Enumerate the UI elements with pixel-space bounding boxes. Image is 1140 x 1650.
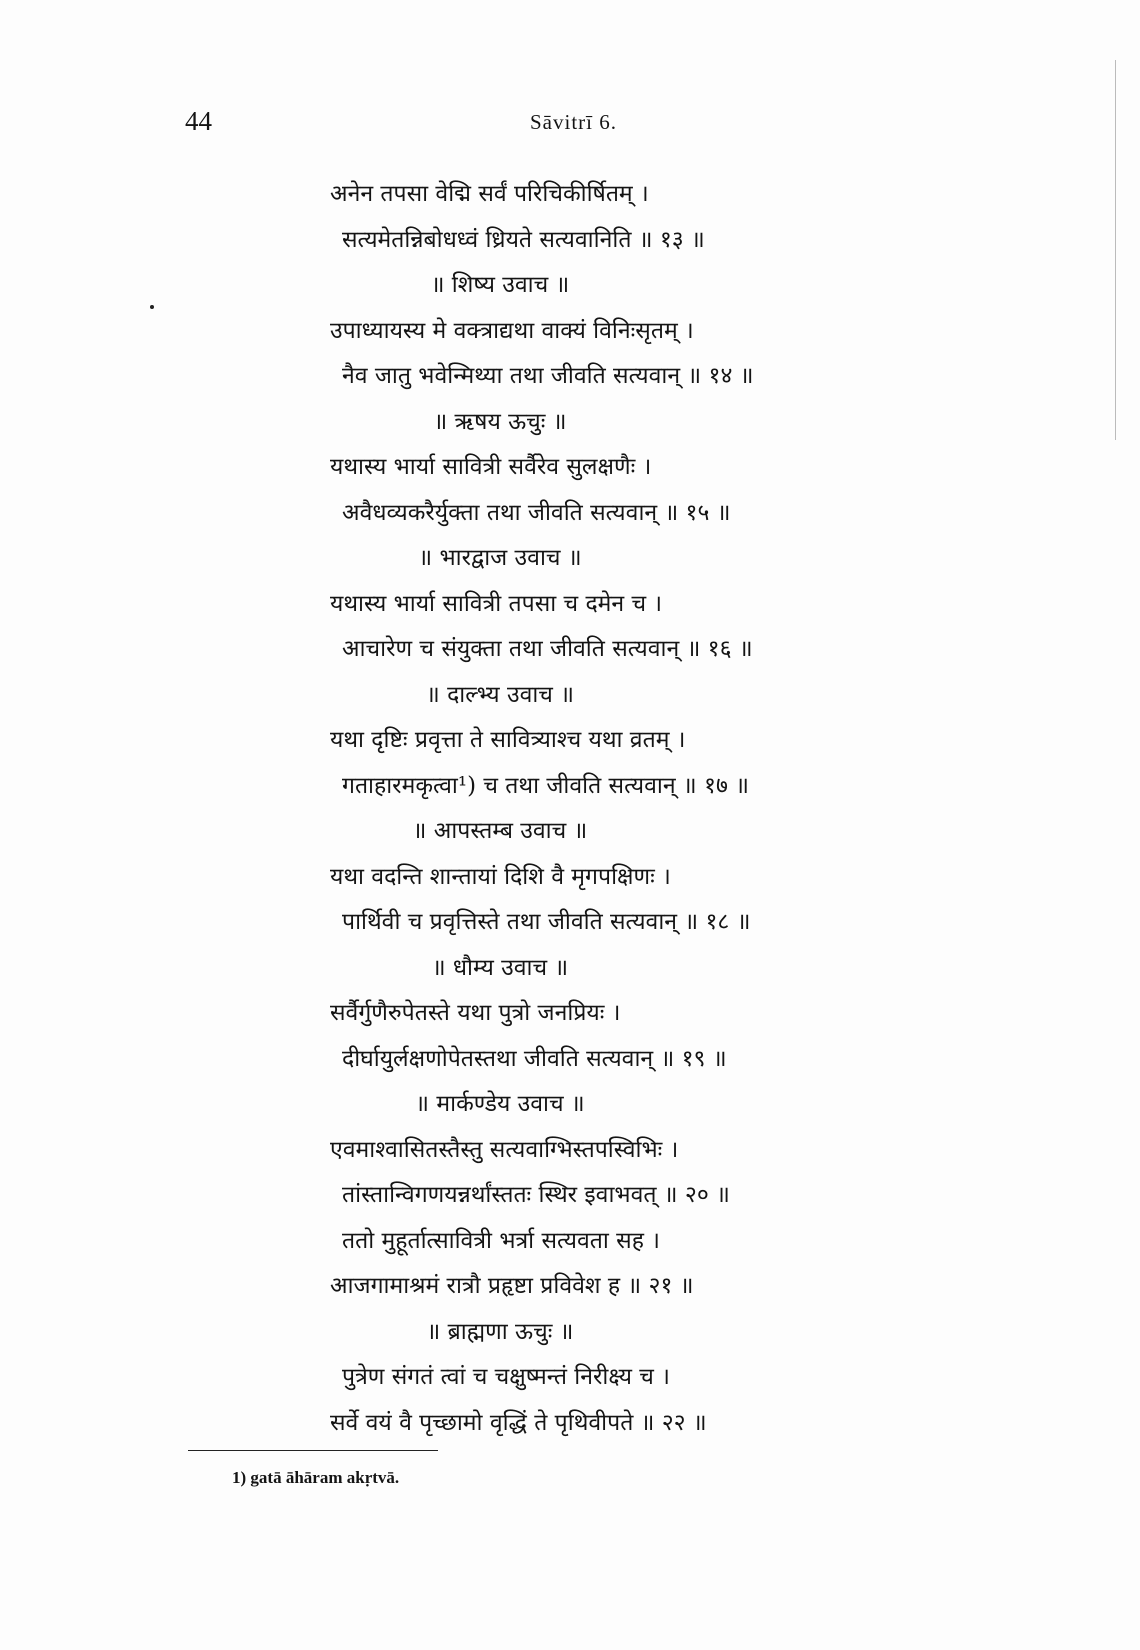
verse-line: अनेन तपसा वेद्मि सर्वं परिचिकीर्षितम् । (330, 181, 649, 207)
speaker-heading: ॥ दाल्भ्य उवाच ॥ (425, 681, 575, 708)
speaker-heading: ॥ भारद्वाज उवाच ॥ (418, 545, 582, 571)
verse-line: सर्वैर्गुणैरुपेतस्ते यथा पुत्रो जनप्रियः । (330, 1000, 621, 1026)
verse-line: गताहारमकृत्वा¹) च तथा जीवति सत्यवान् ॥ १७ ॥ (342, 772, 750, 799)
verse-line: यथास्य भार्या सावित्री तपसा च दमेन च । (330, 590, 663, 617)
speaker-heading: ॥ ऋषय ऊचुः ॥ (433, 408, 567, 435)
verse-line: सर्वे वयं वै पृच्छामो वृद्धिं ते पृथिवीपते ॥ २२ ॥ (330, 1409, 707, 1436)
verse-line: यथा दृष्टिः प्रवृत्ता ते सावित्र्याश्च यथा व्रतम् । (330, 727, 686, 753)
speaker-heading: ॥ आपस्तम्ब उवाच ॥ (412, 818, 588, 844)
verse-line: पार्थिवी च प्रवृत्तिस्ते तथा जीवति सत्यवान् ॥ १८ ॥ (342, 909, 751, 935)
verse-line: आचारेण च संयुक्ता तथा जीवति सत्यवान् ॥ १६ ॥ (342, 636, 753, 662)
speaker-heading: ॥ मार्कण्डेय उवाच ॥ (415, 1091, 585, 1117)
verse-line: आजगामाश्रमं रात्रौ प्रहृष्टा प्रविवेश ह ॥ २१ ॥ (330, 1273, 694, 1299)
verse-line: उपाध्यायस्य मे वक्त्राद्यथा वाक्यं विनिःसृतम् । (330, 317, 694, 344)
verse-line: यथा वदन्ति शान्तायां दिशि वै मृगपक्षिणः । (330, 863, 671, 890)
running-title: Sāvitrī 6. (530, 110, 617, 134)
verse-line: सत्यमेतन्निबोधध्वं ध्रियते सत्यवानिति ॥ १३ ॥ (342, 226, 705, 253)
sanskrit-text-block (330, 172, 850, 1446)
footnote: 1) gatā āhāram akṛtvā. (232, 1468, 400, 1487)
verse-line: दीर्घायुर्लक्षणोपेतस्तथा जीवति सत्यवान् ॥ १९ ॥ (342, 1045, 727, 1072)
verse-line: यथास्य भार्या सावित्री सर्वैरेव सुलक्षणैः । (330, 454, 652, 480)
footnote-rule (188, 1450, 438, 1451)
verse-line: एवमाश्वासितस्तैस्तु सत्यवाग्भिस्तपस्विभिः । (330, 1136, 679, 1163)
speaker-heading: ॥ धौम्य उवाच ॥ (431, 954, 569, 981)
page-number: 44 (185, 106, 212, 136)
verse-line: पुत्रेण संगतं त्वां च चक्षुष्मन्तं निरीक्ष्य च । (342, 1364, 670, 1390)
speaker-heading: ॥ ब्राह्मणा ऊचुः ॥ (426, 1318, 574, 1345)
verse-line: अवैधव्यकरैर्युक्ता तथा जीवति सत्यवान् ॥ १५ ॥ (342, 499, 731, 526)
verse-line: नैव जातु भवेन्मिथ्या तथा जीवति सत्यवान् ॥ १४ ॥ (342, 363, 754, 389)
page-edge-line (1115, 60, 1116, 440)
verse-line: ततो मुहूर्तात्सावित्री भर्त्रा सत्यवता सह । (342, 1227, 660, 1254)
speck (150, 305, 154, 309)
verse-line: तांस्तान्विगणयन्नर्थांस्ततः स्थिर इवाभवत् ॥ २० ॥ (342, 1182, 730, 1208)
speaker-heading: ॥ शिष्य उवाच ॥ (430, 272, 570, 298)
